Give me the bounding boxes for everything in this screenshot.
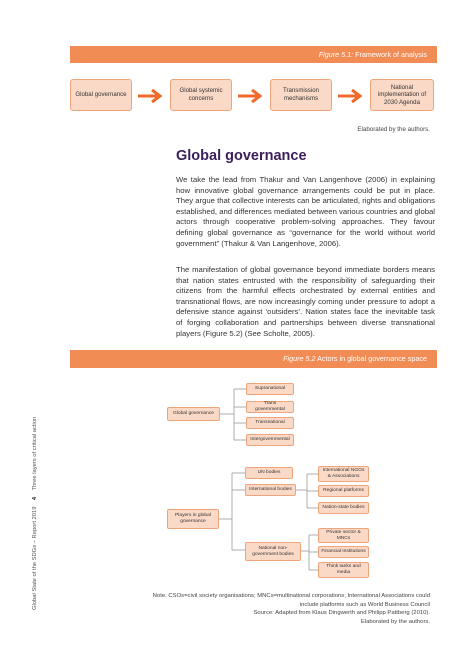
figure-5-1-title: Framework of analysis [355, 50, 427, 59]
node-national-non-government-bodies: National non-government bodies [245, 542, 301, 561]
chapter-title: Three layers of critical action [32, 416, 38, 491]
node-financial-institutions: Financial Institutions [318, 546, 369, 558]
note-line: Note. CSOs=civil society organisations; MNCs=multinational corporations; International Associations could [152, 593, 430, 599]
running-header-sidebar [32, 417, 38, 610]
node-international-bodies: International bodies [245, 484, 296, 496]
node-think-tanks: Think tanks and media [318, 562, 369, 578]
note-line: Elaborated by the authors. [360, 618, 430, 625]
node-international-ngos: International NGOs & Associations [318, 466, 369, 482]
node-trans-governmental: Trans governmental [246, 401, 294, 413]
node-un-bodies: UN bodies [245, 467, 293, 479]
node-intergovernmental: Intergovernmental [246, 434, 294, 446]
figure-5-1-number: Figure 5.1: [318, 50, 354, 59]
body-paragraph-2: The manifestation of global governance beyond immediate borders means that nation states entrusted with the responsibility of safeguarding their citizens from the harmful effects orchestrated by external entities and transnational flows, are now increasingly coming under pressure to adopt a defensive stance against ‘outsiders’. Nation states face the inevitable task of forging collaboration and partnerships between diverse transnational players (Figure 5.2) (See Scholte, 2005). [176, 265, 435, 338]
flow-step-systemic-concerns: Global systemic concerns [170, 79, 232, 111]
node-global-governance: Global governance [167, 407, 220, 421]
flow-step-global-governance: Global governance [70, 79, 132, 111]
figure-5-2-number: Figure 5.2 [283, 354, 316, 363]
node-nation-state-bodies: Nation-state bodies [318, 502, 369, 514]
node-private-sector: Private sector & MNCs [318, 528, 369, 543]
flow-step-national-implementation: National implementation of 2030 Agenda [370, 79, 434, 111]
report-title: Global State of the SDGs – Report 2019 [32, 506, 38, 610]
flow-step-transmission: Transmission mechanisms [270, 79, 332, 111]
node-transnational: Transnational [246, 417, 294, 429]
page-number: 4 [32, 496, 38, 501]
note-line: Source: Adapted from Klaus Dingwerth and Philipp Pattberg (2010). [253, 610, 430, 617]
figure-5-2-note [100, 592, 430, 626]
figure-5-1-credit: Elaborated by the authors. [357, 126, 430, 133]
node-players-in-global-governance: Players in global governance [167, 509, 219, 529]
section-title: Global governance [176, 148, 307, 164]
body-paragraph-1: We take the lead from Thakur and Van Langenhove (2006) in explaining how innovative global governance arrangements could be put in place. They argue that collective interests can be articulated, rights and obligations established, and differences mediated between various countries and global actors through cooperative problem-solving approaches. They favour defining global governance as “governance for the world without world government” (Thakur & Van Langenhove, 2006). [176, 175, 435, 248]
node-supranational: Supranational [246, 383, 294, 395]
figure-5-2-title: Actors in global governance space [317, 354, 427, 363]
note-line: include platforms such as World Business Council [299, 601, 430, 608]
node-regional-platforms: Regional platforms [318, 485, 369, 497]
